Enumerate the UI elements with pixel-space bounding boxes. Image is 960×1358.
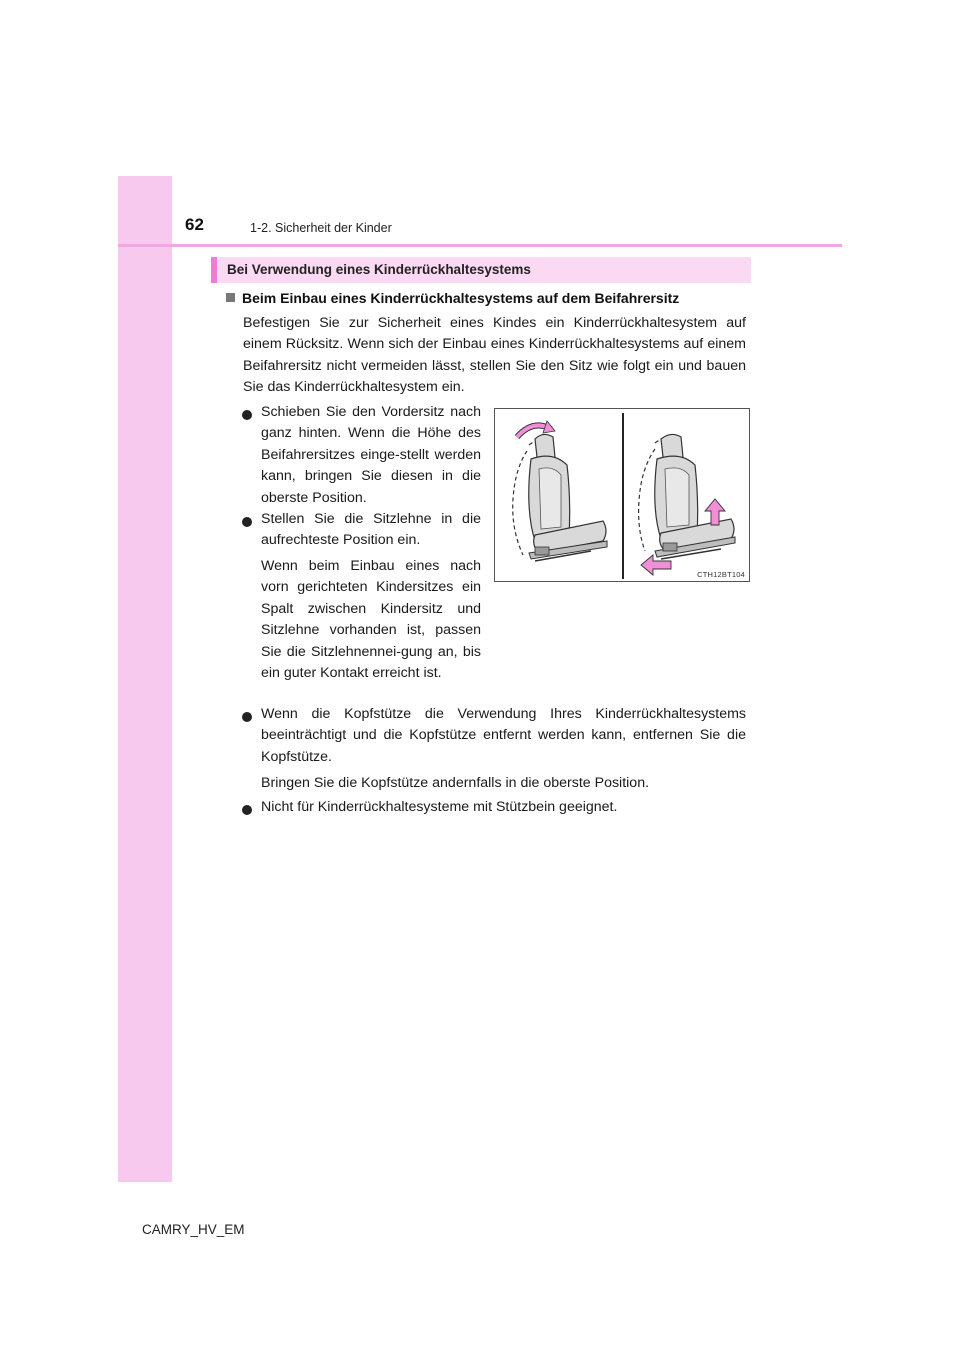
- box-header: [211, 257, 751, 283]
- figure-code: CTH12BT104: [697, 570, 745, 579]
- bullet-1-text: Schieben Sie den Vordersitz nach ganz hinten. Wenn die Höhe des Beifahrersitzes einge-stellt werden kann, bringen Sie diesen in die oberste Position.: [261, 404, 481, 506]
- seat-adjustment-illustration: [494, 408, 750, 582]
- bullet-3-text: Wenn die Kopfstütze die Verwendung Ihres Kinderrückhaltesystems beeinträchtigt und die Kopfstütze entfernt werden kann, entfernen Sie die Kopfstütze.: [261, 706, 746, 765]
- seat-right-icon: [639, 434, 735, 575]
- bullet-dot-icon: [242, 805, 252, 815]
- page-number: 62: [185, 215, 204, 234]
- seat-left-icon: [513, 421, 607, 561]
- footer-model-code: CAMRY_HV_EM: [142, 1222, 245, 1237]
- bullet-dot-icon: [242, 410, 252, 420]
- seat-illustration-svg: [495, 409, 751, 583]
- bullet-dot-icon: [242, 517, 252, 527]
- chapter-sidebar-tab: [118, 176, 172, 1182]
- header-rule: [118, 244, 842, 247]
- bullet-2-note: Wenn beim Einbau eines nach vorn gerichteten Kindersitzes ein Spalt zwischen Kindersitz und Sitzlehne vorhanden ist, passen Sie die Sitzlehnennei-gung an, bis ein guter Kontakt erreicht ist.: [261, 558, 481, 682]
- bullet-3-note: Bringen Sie die Kopfstütze andernfalls in die oberste Position.: [261, 775, 650, 791]
- section-title: 1-2. Sicherheit der Kinder: [250, 221, 392, 235]
- subheading-text: Beim Einbau eines Kinderrückhaltesystems auf dem Beifahrersitz: [242, 290, 680, 306]
- intro-paragraph: Befestigen Sie zur Sicherheit eines Kindes ein Kinderrückhaltesystem auf einem Rücksitz. Wenn sich der Einbau eines Kinderrückhaltesystems auf einem Beifahrersitz nicht vermeiden lässt, stellen Sie den Sitz wie folgt ein und bauen Sie das Kinderrückhaltesystem ein.: [243, 315, 746, 396]
- subheading: [226, 290, 679, 306]
- box-header-title: Bei Verwendung eines Kinderrückhaltesystems: [227, 262, 531, 277]
- bullet-dot-icon: [242, 712, 252, 722]
- square-bullet-icon: [226, 293, 235, 302]
- bullet-2-text: Stellen Sie die Sitzlehne in die aufrechteste Position ein.: [261, 511, 481, 549]
- bullet-4-text: Nicht für Kinderrückhaltesysteme mit Stützbein geeignet.: [261, 799, 618, 815]
